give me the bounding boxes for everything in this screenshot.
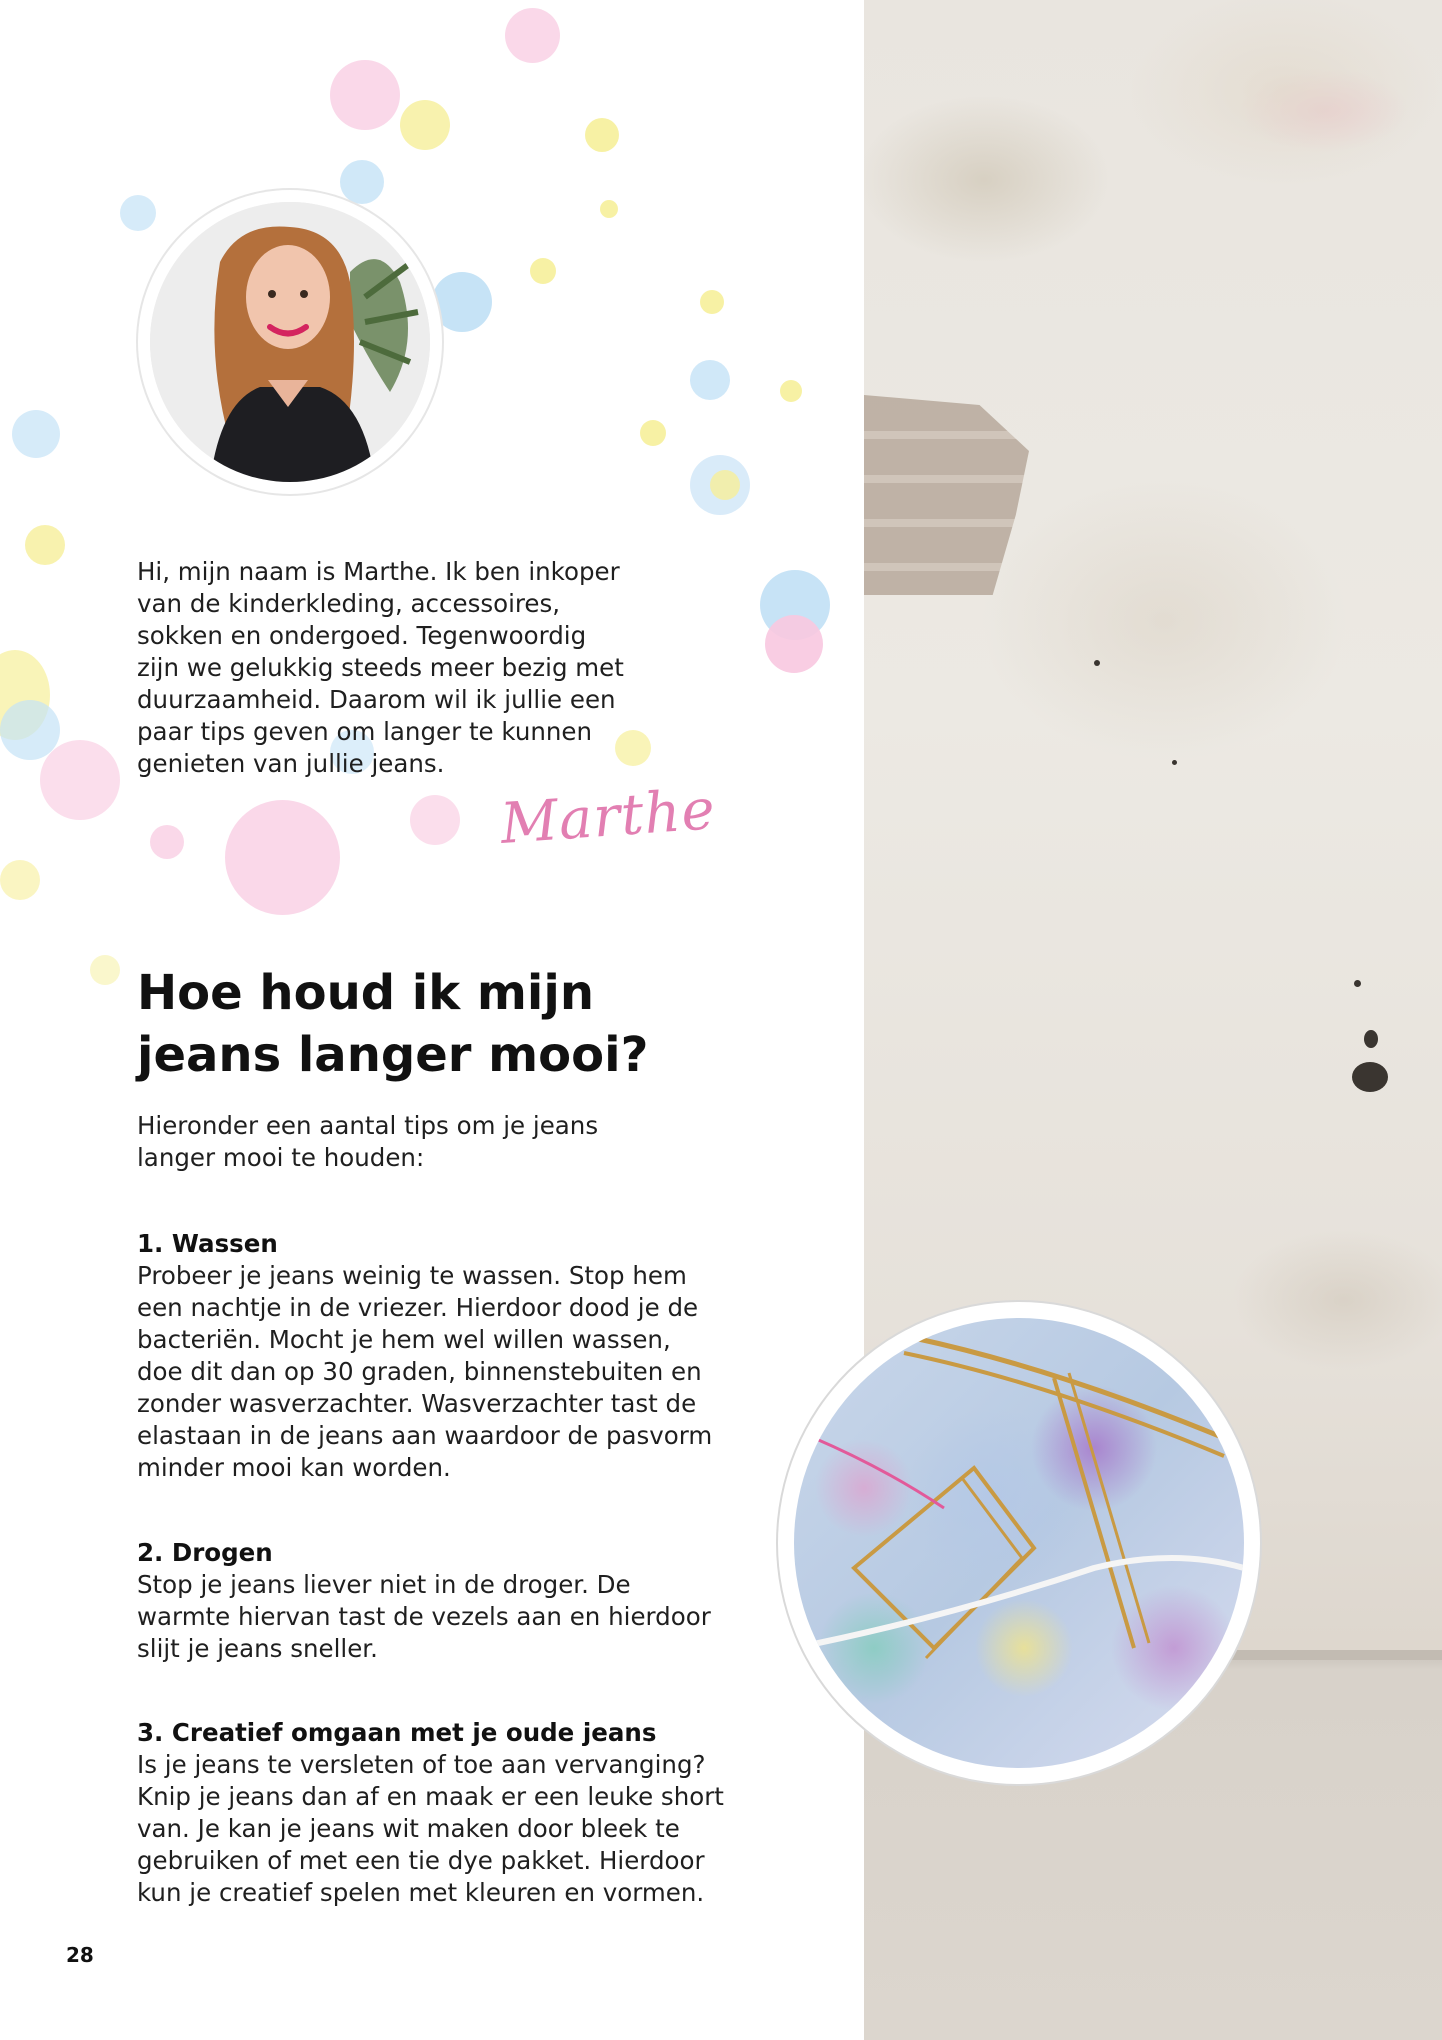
intro-paragraph [137,556,637,780]
tip-line: doe dit dan op 30 graden, binnenstebuiten en [137,1357,702,1386]
article-title-line: jeans langer mooi? [137,1027,649,1083]
intro-line: van de kinderkleding, accessoires, [137,589,561,618]
intro-line: zijn we gelukkig steeds meer bezig met [137,653,624,682]
tip-2-body [137,1569,727,1665]
article-title [137,962,787,1086]
tip-line: minder mooi kan worden. [137,1453,451,1482]
tip-line: Probeer je jeans weinig te wassen. Stop hem [137,1261,687,1290]
wall-hole [1094,660,1100,666]
tip-line: kun je creatief spelen met kleuren en vormen. [137,1878,705,1907]
tip-line: elastaan in de jeans aan waardoor de pasvorm [137,1421,713,1450]
tip-3-title: 3. Creatief omgaan met je oude jeans [137,1718,657,1747]
intro-line: genieten van jullie jeans. [137,749,445,778]
article-title-line: Hoe houd ik mijn [137,965,594,1021]
tip-line: van. Je kan je jeans wit maken door bleek te [137,1814,680,1843]
tip-line: slijt je jeans sneller. [137,1634,378,1663]
author-portrait [138,190,442,494]
intro-line: duurzaamheid. Daarom wil ik jullie een [137,685,616,714]
tip-line: Knip je jeans dan af en maak er een leuke short [137,1782,724,1811]
tip-1-body [137,1260,727,1484]
intro-line: paar tips geven om langer te kunnen [137,717,593,746]
tip-line: Is je jeans te versleten of toe aan vervanging? [137,1750,706,1779]
author-photo [150,202,430,482]
tip-line: Stop je jeans liever niet in de droger. De [137,1570,631,1599]
wall-hole [1172,760,1177,765]
tip-line: warmte hiervan tast de vezels aan en hierdoor [137,1602,711,1631]
jeans-pocket-illustration [794,1318,1244,1768]
tip-line: zonder wasverzachter. Wasverzachter tast de [137,1389,697,1418]
intro-line: sokken en ondergoed. Tegenwoordig [137,621,587,650]
tip-3-body [137,1749,727,1909]
tip-line: een nachtje in de vriezer. Hierdoor dood je de [137,1293,699,1322]
wall-hole [1354,980,1361,987]
exposed-brick [864,395,1029,595]
intro-line: Hi, mijn naam is Marthe. Ik ben inkoper [137,557,620,586]
tip-line: gebruiken of met een tie dye pakket. Hierdoor [137,1846,705,1875]
article-lead [137,1110,697,1174]
tip-1-title: 1. Wassen [137,1229,278,1258]
tip-line: bacteriën. Mocht je hem wel willen wassen, [137,1325,671,1354]
tip-2-title: 2. Drogen [137,1538,273,1567]
page-number: 28 [66,1943,94,1967]
wall-hole [1352,1062,1388,1092]
woman-portrait-illustration [150,202,430,482]
tie-dye-jeans-photo [778,1302,1260,1784]
wall-hole [1364,1030,1378,1048]
lead-line: Hieronder een aantal tips om je jeans [137,1111,599,1140]
tie-dye-jeans-image [794,1318,1244,1768]
signature: Marthe [498,777,718,857]
lead-line: langer mooi te houden: [137,1143,425,1172]
